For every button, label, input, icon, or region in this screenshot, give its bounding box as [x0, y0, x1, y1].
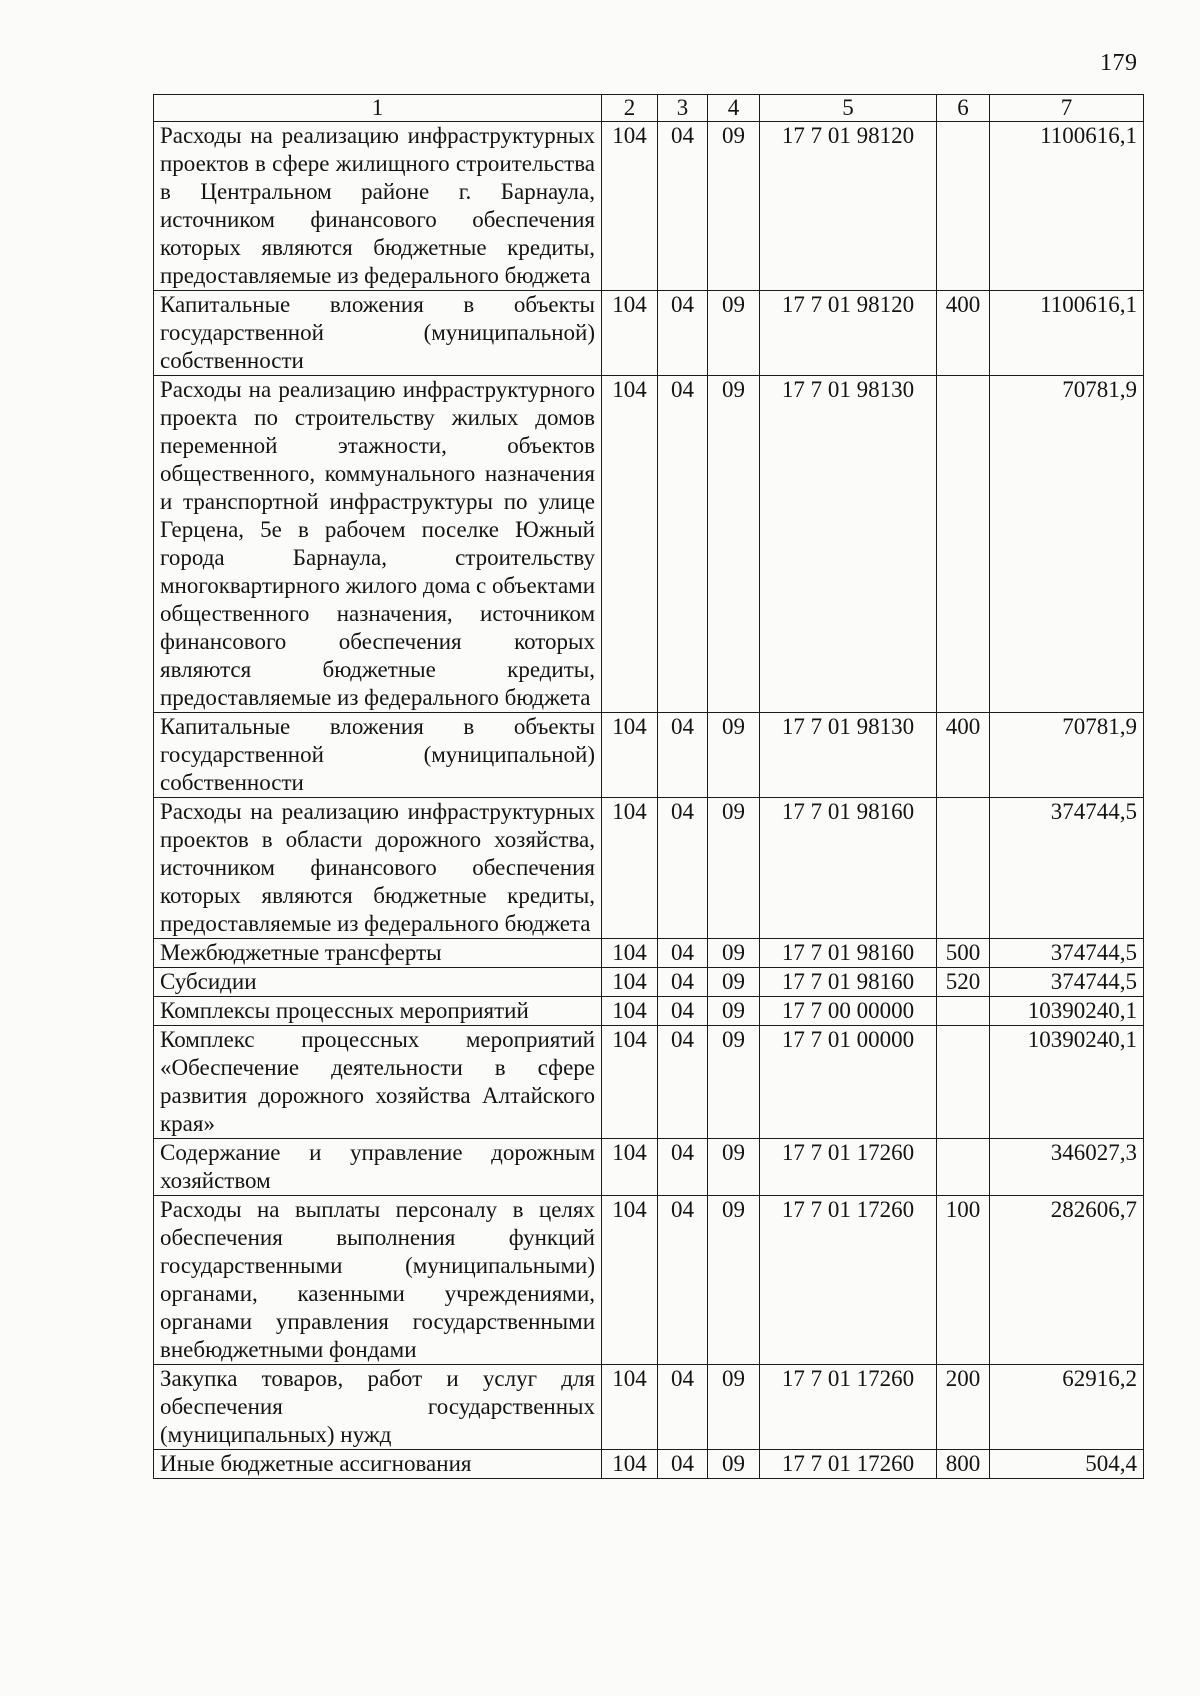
section-code: 04 — [658, 1196, 708, 1365]
table-row — [154, 968, 1144, 997]
expense-type-code — [937, 122, 990, 291]
table-row — [154, 798, 1144, 939]
expense-name: Комплексы процессных мероприятий — [154, 997, 602, 1026]
table-row — [154, 1450, 1144, 1479]
amount: 374744,5 — [990, 798, 1144, 939]
column-header-6: 6 — [937, 95, 990, 122]
table-row — [154, 122, 1144, 291]
amount: 70781,9 — [990, 713, 1144, 798]
target-article-code: 17 7 00 00000 — [760, 997, 937, 1026]
section-code: 04 — [658, 1450, 708, 1479]
expense-name: Межбюджетные трансферты — [154, 939, 602, 968]
subsection-code: 09 — [708, 376, 760, 713]
section-code: 04 — [658, 798, 708, 939]
section-code: 04 — [658, 939, 708, 968]
expense-type-code: 100 — [937, 1196, 990, 1365]
ministry-code: 104 — [602, 1139, 658, 1196]
target-article-code: 17 7 01 98130 — [760, 376, 937, 713]
amount: 374744,5 — [990, 939, 1144, 968]
ministry-code: 104 — [602, 713, 658, 798]
ministry-code: 104 — [602, 1026, 658, 1139]
expense-name: Содержание и управление дорожным хозяйством — [154, 1139, 602, 1196]
column-header-3: 3 — [658, 95, 708, 122]
expense-name: Капитальные вложения в объекты государственной (муниципальной) собственности — [154, 713, 602, 798]
amount: 1100616,1 — [990, 122, 1144, 291]
ministry-code: 104 — [602, 997, 658, 1026]
target-article-code: 17 7 01 98130 — [760, 713, 937, 798]
subsection-code: 09 — [708, 1365, 760, 1450]
ministry-code: 104 — [602, 1365, 658, 1450]
table-row — [154, 376, 1144, 713]
expense-type-code — [937, 376, 990, 713]
expense-type-code: 500 — [937, 939, 990, 968]
target-article-code: 17 7 01 98160 — [760, 968, 937, 997]
ministry-code: 104 — [602, 939, 658, 968]
column-header-1: 1 — [154, 95, 602, 122]
amount: 282606,7 — [990, 1196, 1144, 1365]
table-row — [154, 1365, 1144, 1450]
table-row — [154, 997, 1144, 1026]
expense-type-code — [937, 1026, 990, 1139]
target-article-code: 17 7 01 98120 — [760, 122, 937, 291]
target-article-code: 17 7 01 17260 — [760, 1196, 937, 1365]
table-row — [154, 1139, 1144, 1196]
ministry-code: 104 — [602, 798, 658, 939]
expense-type-code: 800 — [937, 1450, 990, 1479]
ministry-code: 104 — [602, 122, 658, 291]
expense-type-code: 200 — [937, 1365, 990, 1450]
expense-type-code: 400 — [937, 291, 990, 376]
expense-type-code: 520 — [937, 968, 990, 997]
amount: 504,4 — [990, 1450, 1144, 1479]
ministry-code: 104 — [602, 968, 658, 997]
expense-name: Расходы на реализацию инфраструктурных проектов в сфере жилищного строительства в Центральном районе г. Барнаула, источником финансового обеспечения которых являются бюджетные кредиты, предоставляемые из федерального бюджета — [154, 122, 602, 291]
section-code: 04 — [658, 1026, 708, 1139]
section-code: 04 — [658, 1365, 708, 1450]
table-row — [154, 1026, 1144, 1139]
section-code: 04 — [658, 997, 708, 1026]
subsection-code: 09 — [708, 798, 760, 939]
target-article-code: 17 7 01 17260 — [760, 1365, 937, 1450]
expense-name: Расходы на реализацию инфраструктурных проектов в области дорожного хозяйства, источником финансового обеспечения которых являются бюджетные кредиты, предоставляемые из федерального бюджета — [154, 798, 602, 939]
column-header-2: 2 — [602, 95, 658, 122]
subsection-code: 09 — [708, 1450, 760, 1479]
expense-name: Капитальные вложения в объекты государственной (муниципальной) собственности — [154, 291, 602, 376]
subsection-code: 09 — [708, 997, 760, 1026]
amount: 374744,5 — [990, 968, 1144, 997]
budget-table — [153, 94, 1144, 1479]
column-header-5: 5 — [760, 95, 937, 122]
amount: 10390240,1 — [990, 1026, 1144, 1139]
target-article-code: 17 7 01 98120 — [760, 291, 937, 376]
amount: 10390240,1 — [990, 997, 1144, 1026]
section-code: 04 — [658, 968, 708, 997]
expense-type-code — [937, 997, 990, 1026]
expense-name: Комплекс процессных мероприятий «Обеспечение деятельности в сфере развития дорожного хозяйства Алтайского края» — [154, 1026, 602, 1139]
ministry-code: 104 — [602, 1196, 658, 1365]
column-header-4: 4 — [708, 95, 760, 122]
expense-name: Закупка товаров, работ и услуг для обеспечения государственных (муниципальных) нужд — [154, 1365, 602, 1450]
table-row — [154, 713, 1144, 798]
amount: 1100616,1 — [990, 291, 1144, 376]
target-article-code: 17 7 01 98160 — [760, 939, 937, 968]
subsection-code: 09 — [708, 968, 760, 997]
section-code: 04 — [658, 713, 708, 798]
subsection-code: 09 — [708, 939, 760, 968]
ministry-code: 104 — [602, 1450, 658, 1479]
target-article-code: 17 7 01 17260 — [760, 1139, 937, 1196]
subsection-code: 09 — [708, 1196, 760, 1365]
header-row — [154, 95, 1144, 122]
subsection-code: 09 — [708, 291, 760, 376]
target-article-code: 17 7 01 00000 — [760, 1026, 937, 1139]
section-code: 04 — [658, 376, 708, 713]
ministry-code: 104 — [602, 291, 658, 376]
section-code: 04 — [658, 291, 708, 376]
expense-type-code — [937, 1139, 990, 1196]
expense-type-code — [937, 798, 990, 939]
column-header-7: 7 — [990, 95, 1144, 122]
expense-name: Расходы на выплаты персоналу в целях обеспечения выполнения функций государственными (муниципальными) органами, казенными учреждениями, органами управления государственными внебюджетными фондами — [154, 1196, 602, 1365]
page-number: 179 — [1100, 50, 1138, 76]
expense-name: Иные бюджетные ассигнования — [154, 1450, 602, 1479]
section-code: 04 — [658, 1139, 708, 1196]
amount: 62916,2 — [990, 1365, 1144, 1450]
section-code: 04 — [658, 122, 708, 291]
table-row — [154, 291, 1144, 376]
expense-type-code: 400 — [937, 713, 990, 798]
expense-name: Расходы на реализацию инфраструктурного проекта по строительству жилых домов переменной этажности, объектов общественного, коммунального назначения и транспортной инфраструктуры по улице Герцена, 5е в рабочем поселке Южный города Барнаула, строительству многоквартирного жилого дома с объектами общественного назначения, источником финансового обеспечения которых являются бюджетные кредиты, предоставляемые из федерального бюджета — [154, 376, 602, 713]
subsection-code: 09 — [708, 713, 760, 798]
amount: 346027,3 — [990, 1139, 1144, 1196]
target-article-code: 17 7 01 17260 — [760, 1450, 937, 1479]
subsection-code: 09 — [708, 122, 760, 291]
target-article-code: 17 7 01 98160 — [760, 798, 937, 939]
table-row — [154, 939, 1144, 968]
ministry-code: 104 — [602, 376, 658, 713]
table-row — [154, 1196, 1144, 1365]
subsection-code: 09 — [708, 1026, 760, 1139]
subsection-code: 09 — [708, 1139, 760, 1196]
expense-name: Субсидии — [154, 968, 602, 997]
amount: 70781,9 — [990, 376, 1144, 713]
